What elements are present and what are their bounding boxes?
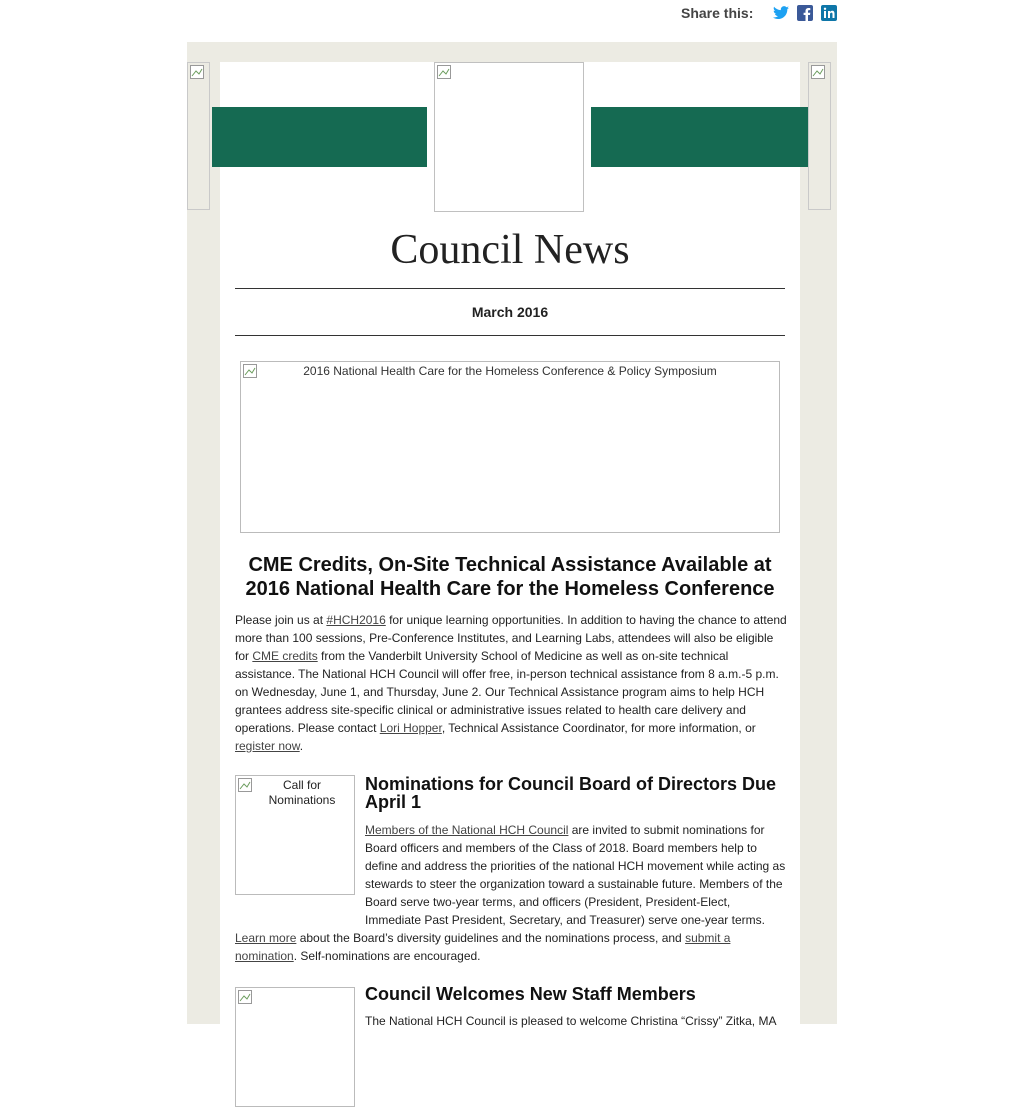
text: , Technical Assistance Coordinator, for more information, or bbox=[441, 721, 756, 735]
header-green-bar-right bbox=[591, 107, 808, 167]
contact-link[interactable]: Lori Hopper bbox=[379, 721, 442, 735]
text: . bbox=[299, 739, 304, 753]
article-body-nominations bbox=[235, 821, 787, 965]
divider-bottom bbox=[235, 335, 785, 336]
cme-credits-link[interactable]: CME credits bbox=[252, 649, 318, 663]
register-link[interactable]: register now bbox=[235, 739, 300, 753]
staff-image bbox=[235, 987, 355, 1107]
linkedin-icon[interactable] bbox=[821, 5, 837, 21]
header-logo-image bbox=[434, 62, 584, 212]
text: from the Vanderbilt University School of Medicine as well as on-site technical assistance. The National HCH Council will offer free, in-person technical assistance from 8 a.m.-5 p.m. on Wednesday, June 1, and Thursday, June 2. Our Technical Assistance program aims to help HCH grantees address site-specific clinical or administrative issues related to health care delivery and operations. Please contact bbox=[235, 649, 779, 735]
issue-date: March 2016 bbox=[471, 304, 549, 320]
conference-banner-image[interactable] bbox=[240, 361, 780, 533]
broken-image-icon bbox=[238, 778, 252, 792]
divider-top bbox=[235, 288, 785, 289]
header-right-image bbox=[808, 62, 831, 210]
text: are invited to submit nominations for Board officers and members of the Class of 2018. Board members help to define and address the priorities of the national HCH movement while acting as stewards to steer the organization toward a sustainable future. Members of the Board serve two-year terms, and officers (President, President-Elect, Immediate Past President, Secretary, and Treasurer) serve one-year terms. bbox=[365, 823, 786, 927]
nominations-image-alt: Call for Nominations bbox=[268, 778, 336, 807]
members-link[interactable]: Members of the National HCH Council bbox=[365, 823, 569, 837]
article-body-staff bbox=[365, 1012, 787, 1030]
text: for unique learning opportunities. In addition to having the chance to attend more than 100 sessions, Pre-Conference Institutes, and Learning Labs, attendees will also be eligible for bbox=[235, 613, 787, 663]
broken-image-icon bbox=[238, 990, 252, 1004]
share-bar bbox=[681, 3, 837, 23]
twitter-icon[interactable] bbox=[773, 5, 789, 21]
broken-image-icon bbox=[811, 65, 825, 79]
broken-image-icon bbox=[190, 65, 204, 79]
text: Please join us at bbox=[235, 613, 327, 627]
newsletter-title: Council News bbox=[390, 227, 630, 273]
article-heading-cme: CME Credits, On-Site Technical Assistance Available at 2016 National Health Care for the Homeless Conference bbox=[245, 554, 775, 600]
hashtag-link[interactable]: #HCH2016 bbox=[326, 613, 386, 627]
share-label: Share this: bbox=[681, 5, 754, 21]
header-left-image bbox=[187, 62, 210, 210]
article-body-cme bbox=[235, 611, 787, 755]
article-heading-staff: Council Welcomes New Staff Members bbox=[365, 984, 696, 1004]
text: . Self-nominations are encouraged. bbox=[293, 949, 481, 963]
text: about the Board’s diversity guidelines and the nominations process, and bbox=[296, 931, 686, 945]
banner-alt-text: 2016 National Health Care for the Homeless Conference & Policy Symposium bbox=[303, 364, 717, 378]
facebook-icon[interactable] bbox=[797, 5, 813, 21]
broken-image-icon bbox=[437, 65, 451, 79]
header-green-bar-left bbox=[212, 107, 427, 167]
text: The National HCH Council is pleased to welcome Christina “Crissy” Zitka, MA bbox=[365, 1014, 777, 1028]
learn-more-link[interactable]: Learn more bbox=[235, 931, 297, 945]
submit-nomination-link[interactable]: submit a nomination bbox=[235, 931, 731, 963]
article-heading-nominations: Nominations for Council Board of Directors Due April 1 bbox=[365, 774, 777, 812]
